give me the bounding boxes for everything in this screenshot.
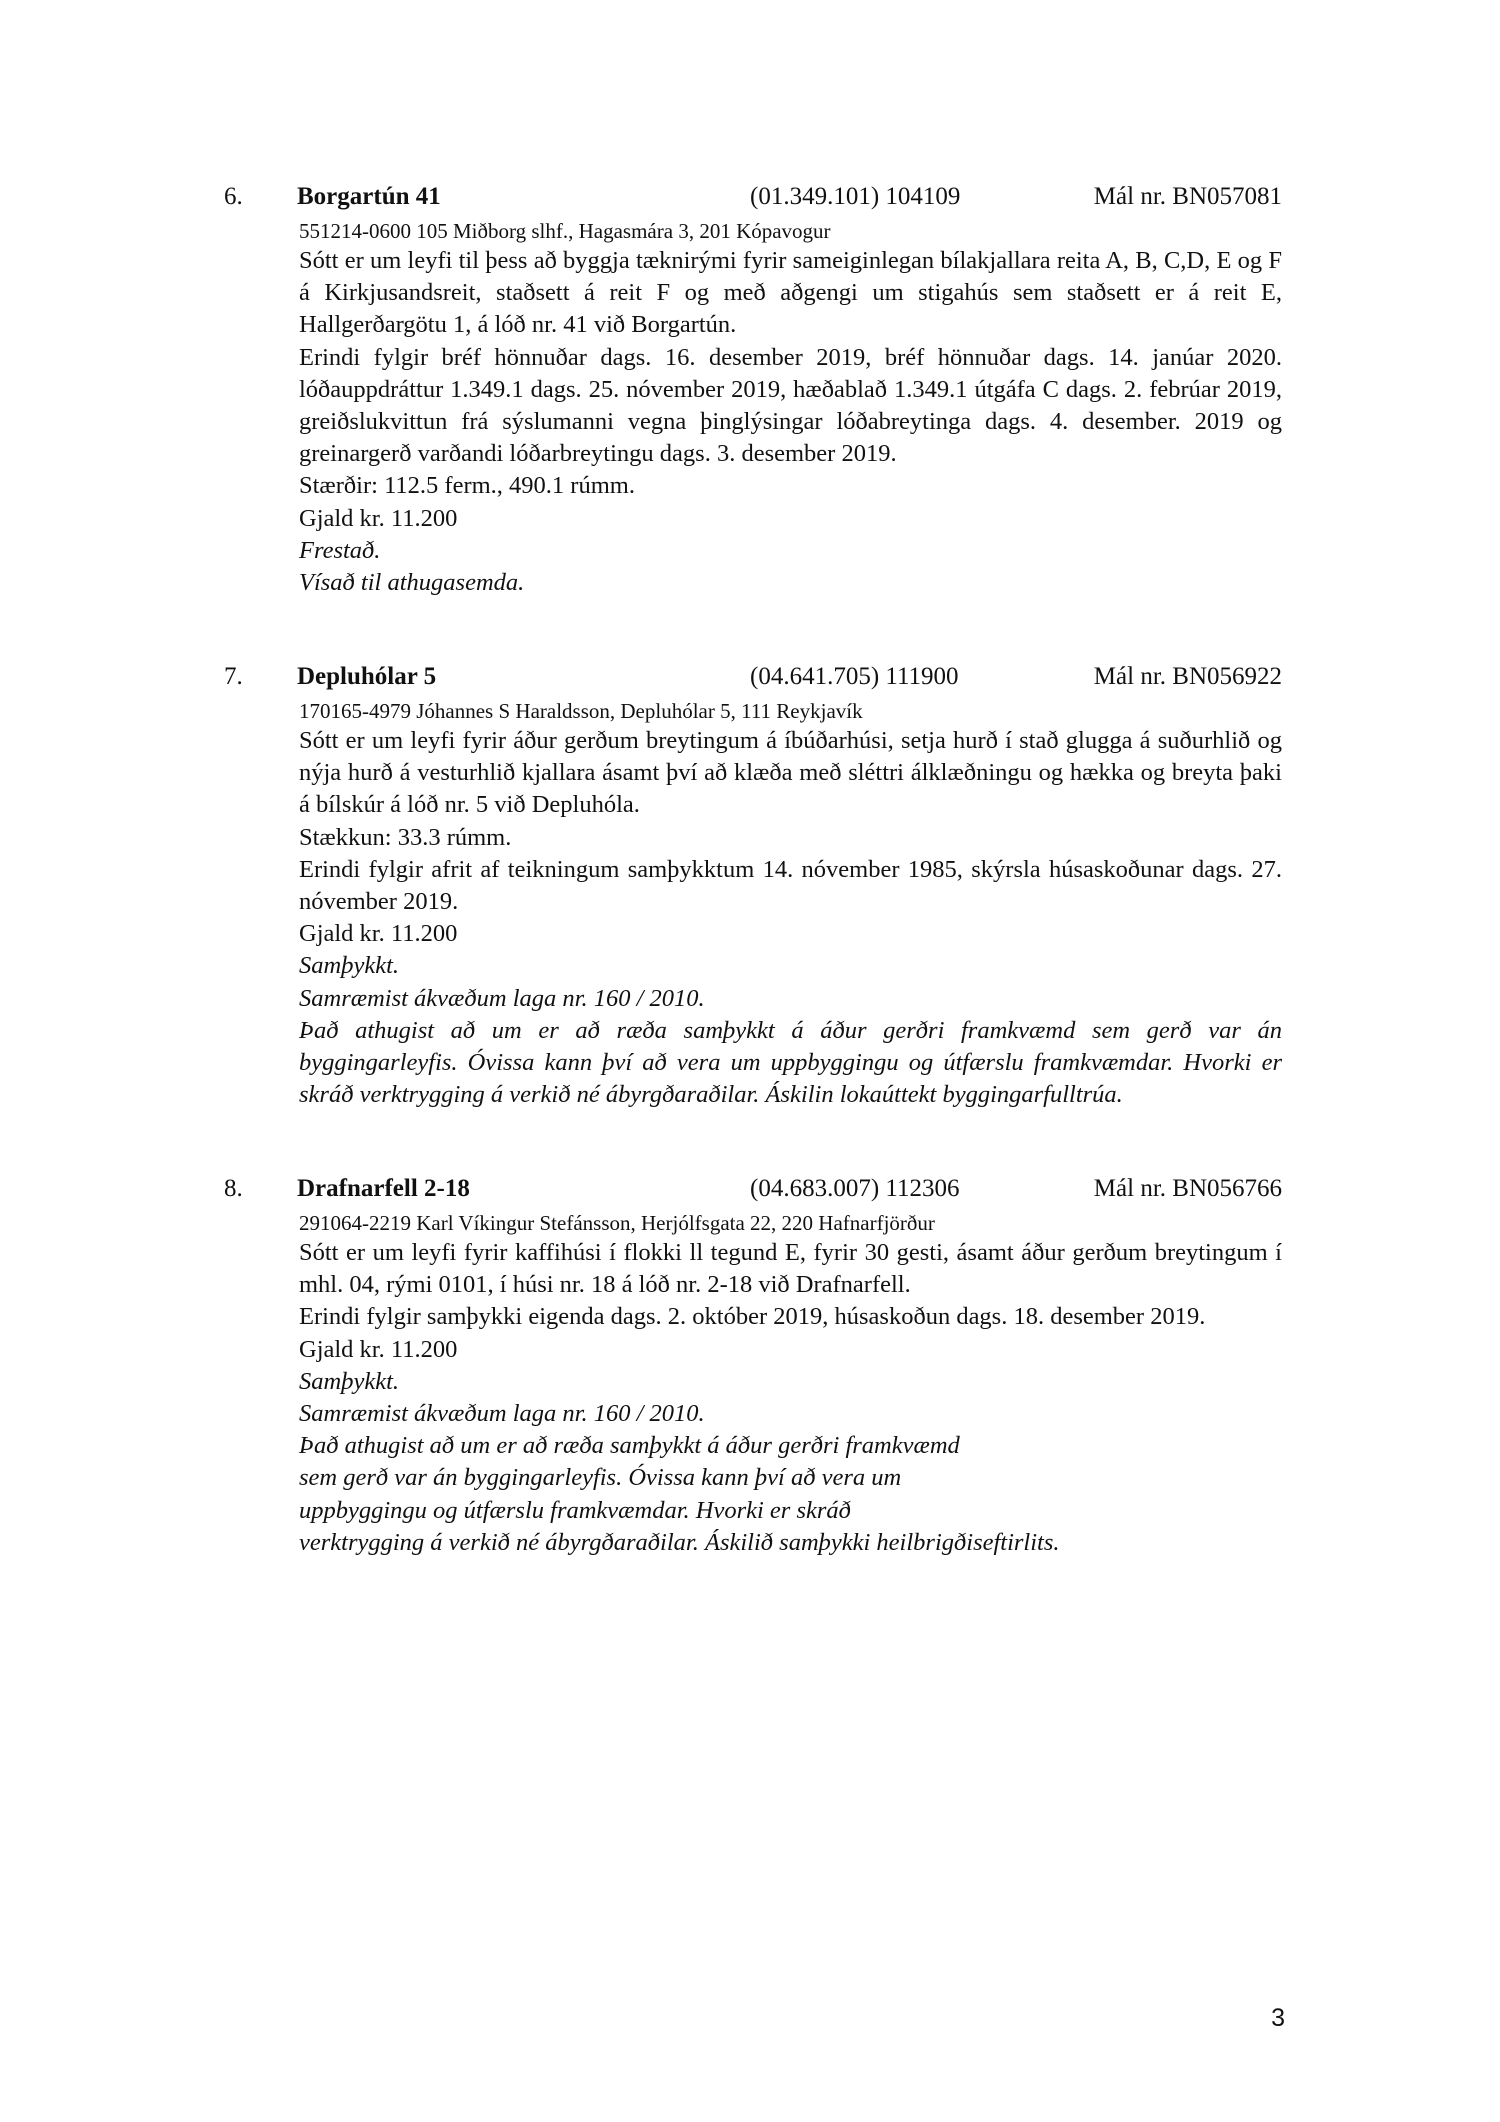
entry-address: Depluhólar 5 bbox=[297, 663, 437, 690]
entry-description: Sótt er um leyfi fyrir kaffihúsi í flokki ll tegund E, fyrir 30 gesti, ásamt áður gerðum breytingum í mhl. 04, rými 0101, í húsi nr. 18 á lóð nr. 2-18 við Drafnarfell. bbox=[299, 1239, 1282, 1299]
entry-6 bbox=[0, 183, 1500, 599]
entry-fee: Gjald kr. 11.200 bbox=[299, 920, 458, 948]
entry-body bbox=[299, 217, 1282, 599]
entry-note-detail-line: uppbyggingu og útfærslu framkvæmdar. Hvorki er skráð bbox=[299, 1496, 851, 1524]
entry-documents: Erindi fylgir bréf hönnuðar dags. 16. desember 2019, bréf hönnuðar dags. 14. janúar 2020. lóðauppdráttur 1.349.1 dags. 25. nóvember 2019, hæðablað 1.349.1 útgáfa C dags. 2. febrúar 2019, greiðslukvittun frá sýslumanni vegna þinglýsingar lóðabreytinga dags. 4. desember. 2019 og greinargerð varðandi lóðarbreytingu dags. 3. desember 2019. bbox=[299, 343, 1282, 468]
entry-number: 8. bbox=[224, 1175, 243, 1202]
entry-number: 6. bbox=[224, 183, 243, 210]
entry-note: Samræmist ákvæðum laga nr. 160 / 2010. bbox=[299, 1400, 705, 1428]
entry-size: Stækkun: 33.3 rúmm. bbox=[299, 823, 512, 851]
entry-note: Samræmist ákvæðum laga nr. 160 / 2010. bbox=[299, 984, 705, 1012]
entry-address: Borgartún 41 bbox=[297, 183, 441, 210]
entry-property-code: (01.349.101) 104109 bbox=[750, 183, 961, 210]
entry-property-code: (04.683.007) 112306 bbox=[750, 1175, 960, 1202]
entry-note-detail-line: Það athugist að um er að ræða samþykkt á áður gerðri framkvæmd bbox=[299, 1432, 960, 1460]
entry-case-number: Mál nr. BN057081 bbox=[1093, 183, 1282, 210]
entry-applicant: 551214-0600 105 Miðborg slhf., Hagasmára 3, 201 Kópavogur bbox=[299, 219, 831, 243]
entry-number: 7. bbox=[224, 663, 243, 690]
entry-fee: Gjald kr. 11.200 bbox=[299, 1335, 458, 1363]
entry-applicant: 170165-4979 Jóhannes S Haraldsson, Depluhólar 5, 111 Reykjavík bbox=[299, 699, 863, 723]
entry-note-detail: Það athugist að um er að ræða samþykkt á áður gerðri framkvæmd sem gerð var án byggingarleyfis. Óvissa kann því að vera um uppbyggingu og útfærslu framkvæmdar. Hvorki er skráð verktrygging á verkið né ábyrgðaraðilar. Áskilin lokaúttekt byggingarfulltrúa. bbox=[299, 1016, 1282, 1109]
entry-description: Sótt er um leyfi fyrir áður gerðum breytingum á íbúðarhúsi, setja hurð í stað glugga á suðurhlið og nýja hurð á vesturhlið kjallara ásamt því að klæða með sléttri álklæðningu og hækka og breyta þaki á bílskúr á lóð nr. 5 við Depluhóla. bbox=[299, 727, 1282, 819]
entry-applicant: 291064-2219 Karl Víkingur Stefánsson, Herjólfsgata 22, 220 Hafnarfjörður bbox=[299, 1211, 935, 1235]
entry-note: Vísað til athugasemda. bbox=[299, 569, 525, 597]
entry-note-detail-line: verktrygging á verkið né ábyrgðaraðilar. Áskilið samþykki heilbrigðiseftirlits. bbox=[299, 1528, 1060, 1556]
entry-7 bbox=[0, 663, 1500, 1111]
entry-header bbox=[0, 183, 1500, 217]
entry-note-detail-line: sem gerð var án byggingarleyfis. Óvissa kann því að vera um bbox=[299, 1464, 902, 1492]
entry-documents: Erindi fylgir samþykki eigenda dags. 2. október 2019, húsaskoðun dags. 18. desember 2019. bbox=[299, 1303, 1206, 1331]
entry-case-number: Mál nr. BN056766 bbox=[1093, 1175, 1282, 1202]
entry-case-number: Mál nr. BN056922 bbox=[1093, 663, 1282, 690]
entry-header bbox=[0, 663, 1500, 697]
entry-body bbox=[299, 697, 1282, 1111]
entry-address: Drafnarfell 2-18 bbox=[297, 1175, 470, 1202]
entry-decision: Samþykkt. bbox=[299, 952, 399, 980]
entry-size: Stærðir: 112.5 ferm., 490.1 rúmm. bbox=[299, 472, 635, 500]
entry-8 bbox=[0, 1175, 1500, 1559]
entry-documents: Erindi fylgir afrit af teikningum samþykktum 14. nóvember 1985, skýrsla húsaskoðunar dags. 27. nóvember 2019. bbox=[299, 855, 1282, 916]
entry-body bbox=[299, 1209, 1282, 1559]
entry-fee: Gjald kr. 11.200 bbox=[299, 504, 458, 532]
entry-header bbox=[0, 1175, 1500, 1209]
entry-description: Sótt er um leyfi til þess að byggja tæknirými fyrir sameiginlegan bílakjallara reita A, B, C,D, E og F á Kirkjusandsreit, staðsett á reit F og með aðgengi um stigahús sem staðsett er á reit E, Hallgerðargötu 1, á lóð nr. 41 við Borgartún. bbox=[299, 247, 1282, 339]
entry-decision: Samþykkt. bbox=[299, 1367, 399, 1395]
entry-property-code: (04.641.705) 111900 bbox=[750, 663, 959, 690]
entry-decision: Frestað. bbox=[299, 536, 381, 564]
page-number: 3 bbox=[1271, 2004, 1285, 2032]
